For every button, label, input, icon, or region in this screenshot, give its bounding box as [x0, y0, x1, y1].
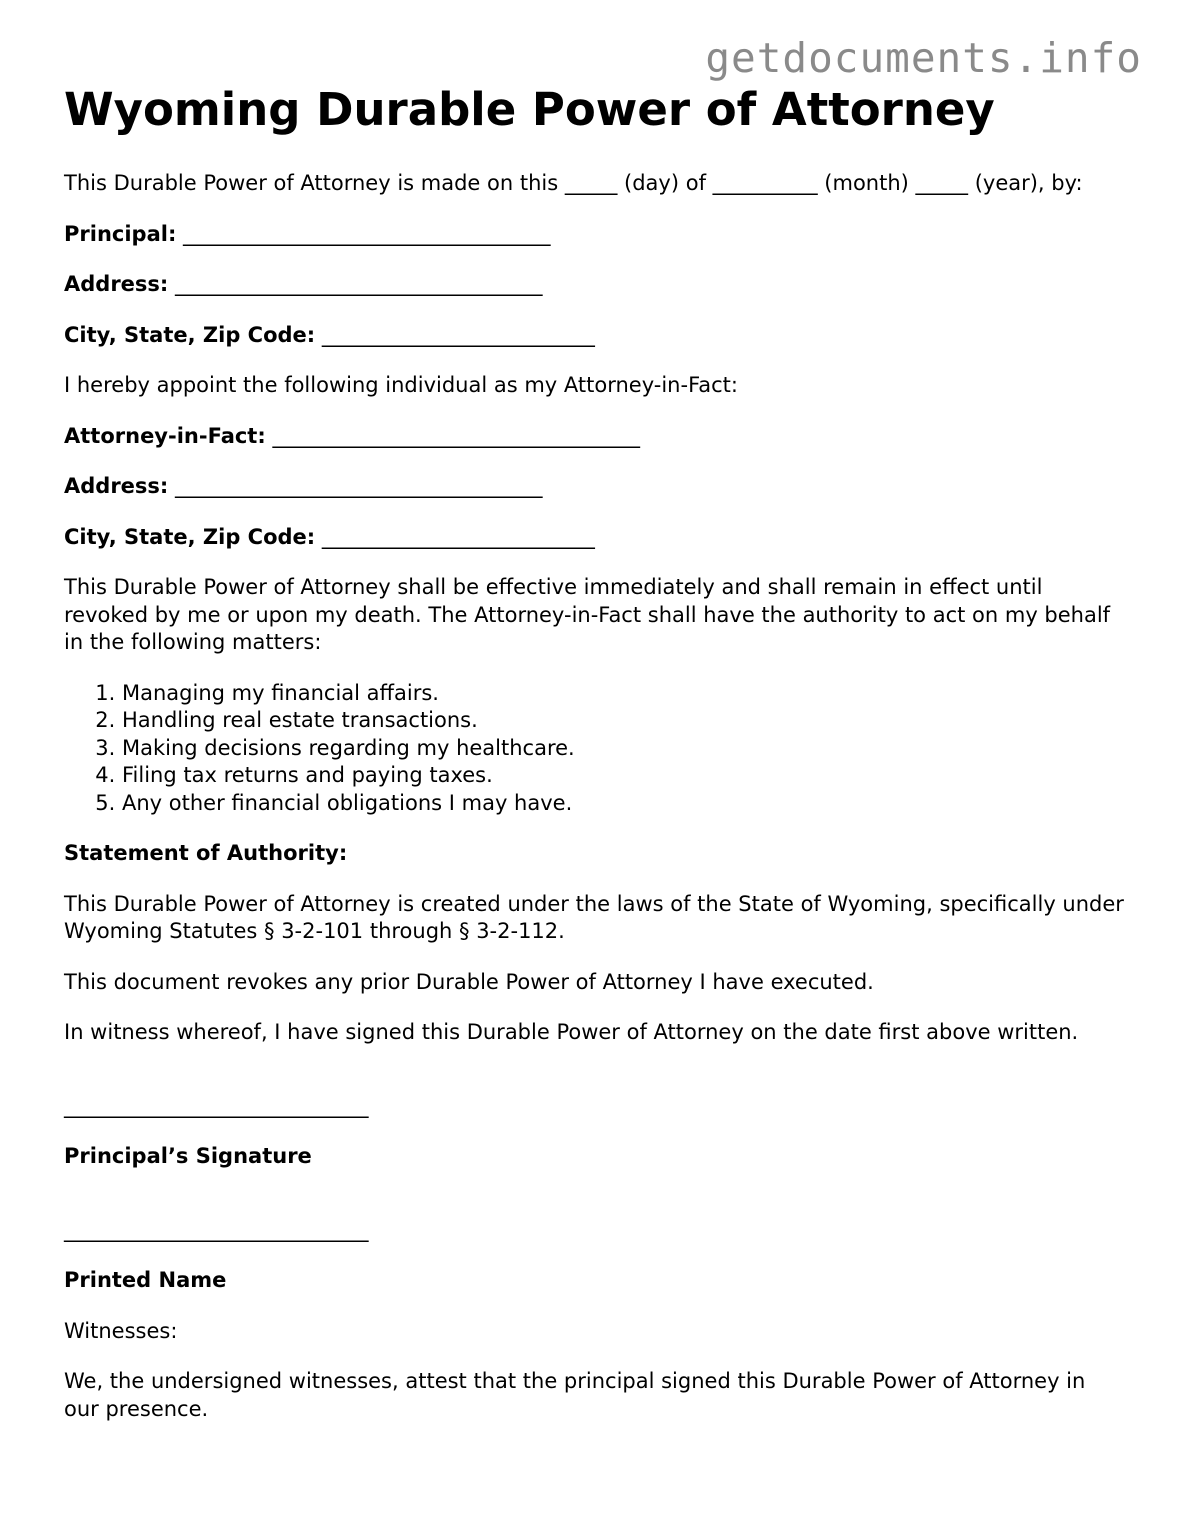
- appoint-paragraph: I hereby appoint the following individual as my Attorney-in-Fact:: [64, 373, 738, 397]
- attorney-address-field: [64, 473, 1124, 501]
- principal-city-field: [64, 322, 1124, 350]
- attorney-city-blank: __________________________: [321, 524, 595, 549]
- principal-city-blank: __________________________: [321, 322, 595, 347]
- witnesses-label: Witnesses:: [64, 1318, 178, 1343]
- attorney-name-field: [64, 423, 1124, 451]
- statement-paragraph: This Durable Power of Attorney is created under the laws of the State of Wyoming, specifically under Wyoming Statutes § 3-2-101 through § 3-2-112.: [64, 891, 1124, 943]
- principal-address-label: Address:: [64, 272, 169, 296]
- watermark: getdocuments.info: [705, 34, 1142, 82]
- principal-name-label: Principal:: [64, 221, 177, 246]
- witness-attest-paragraph: We, the undersigned witnesses, attest that the principal signed this Durable Power of Attorney in our presence.: [64, 1369, 1086, 1421]
- revoke-paragraph: This document revokes any prior Durable Power of Attorney I have executed.: [64, 969, 874, 994]
- attorney-address-label: Address:: [64, 474, 169, 498]
- signature-label: Principal’s Signature: [64, 1144, 312, 1168]
- principal-name-field: [64, 221, 1124, 249]
- list-item: 5. Any other financial obligations I may have.: [122, 790, 1124, 818]
- intro-paragraph: This Durable Power of Attorney is made on this _____ (day) of __________ (month) _____ (year), by:: [64, 171, 1083, 195]
- document-body: [64, 170, 1124, 1446]
- attorney-address-blank: ___________________________________: [175, 474, 543, 498]
- page-title: Wyoming Durable Power of Attorney: [64, 83, 995, 136]
- witness-whereof-paragraph: In witness whereof, I have signed this Durable Power of Attorney on the date first above written.: [64, 1020, 1079, 1044]
- attorney-city-label: City, State, Zip Code:: [64, 524, 316, 549]
- list-item: 2. Handling real estate transactions.: [122, 707, 1124, 735]
- statement-heading: Statement of Authority:: [64, 841, 348, 865]
- attorney-city-field: [64, 524, 1124, 552]
- principal-name-blank: ___________________________________: [183, 221, 551, 246]
- principal-address-blank: ___________________________________: [175, 272, 543, 296]
- attorney-name-blank: ___________________________________: [272, 423, 640, 448]
- attorney-name-label: Attorney-in-Fact:: [64, 423, 266, 448]
- effective-paragraph: This Durable Power of Attorney shall be effective immediately and shall remain in effect until revoked by me or upon my death. The Attorney-in-Fact shall have the authority to act on my behalf in the following matters:: [64, 575, 1111, 654]
- matters-list: [64, 680, 1124, 818]
- principal-address-field: [64, 271, 1124, 299]
- list-item: 3. Making decisions regarding my healthcare.: [122, 735, 1124, 763]
- signature-line: _____________________________: [64, 1093, 369, 1118]
- list-item: 4. Filing tax returns and paying taxes.: [122, 762, 1124, 790]
- principal-city-label: City, State, Zip Code:: [64, 322, 316, 347]
- printed-name-label: Printed Name: [64, 1268, 227, 1292]
- printed-name-line: _____________________________: [64, 1217, 369, 1242]
- list-item: 1. Managing my financial affairs.: [122, 680, 1124, 708]
